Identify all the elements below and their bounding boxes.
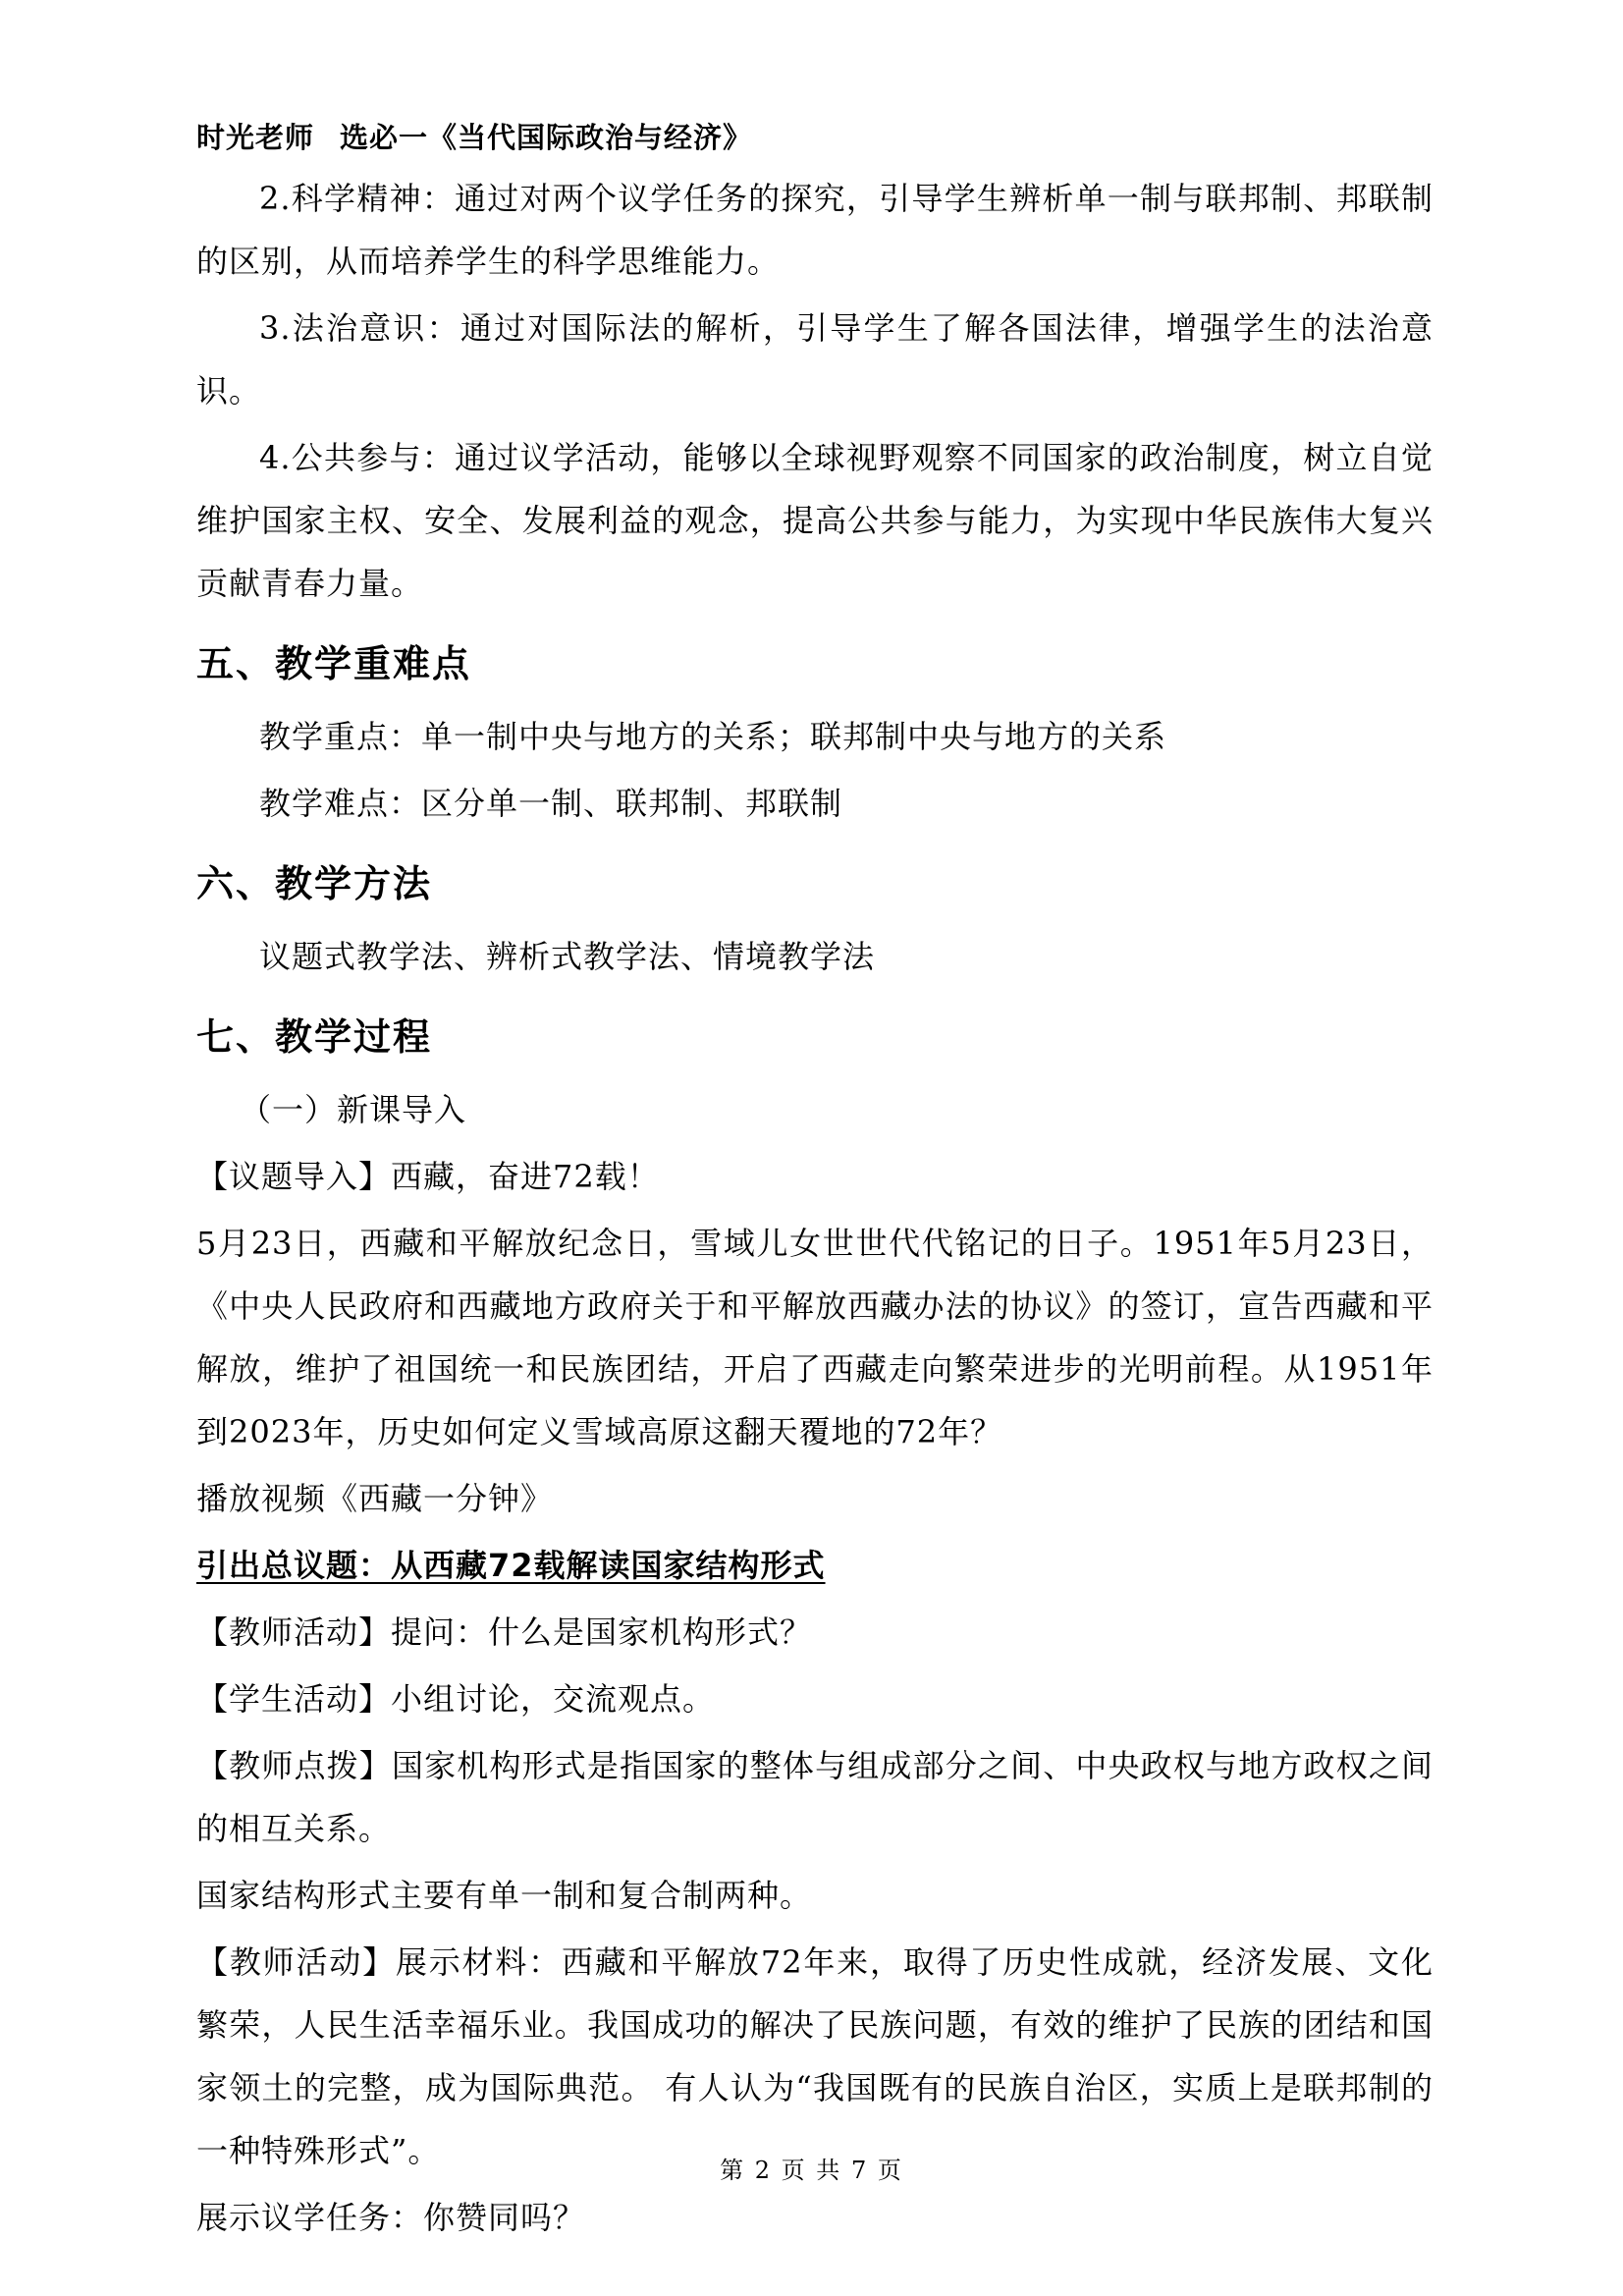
teacher-activity-1 bbox=[196, 1601, 1434, 1664]
teacher-activity-1-text: 提问：什么是国家机构形式？ bbox=[391, 1613, 813, 1651]
main-topic bbox=[196, 1534, 1434, 1597]
structure-forms: 国家结构形式主要有单一制和复合制两种。 bbox=[196, 1877, 813, 1914]
intro-paragraph: 5月23日，西藏和平解放纪念日，雪域儿女世世代代铭记的日子。1951年5月23日，《中央人民政府和西藏地方政府关于和平解放西藏办法的协议》的签订，宣告西藏和平解放，维护了祖国统一和民族团结，开启了西藏走向繁荣进步的光明前程。从1951年到2023年，历史如何定义雪域高原这翻天覆地的72年？ bbox=[196, 1225, 1434, 1450]
teacher-activity-2 bbox=[196, 1931, 1434, 2182]
discussion-task: 展示议学任务：你赞同吗？ bbox=[196, 2199, 586, 2236]
student-activity-1-tag: 【学生活动】 bbox=[196, 1680, 392, 1718]
teaching-methods: 议题式教学法、辨析式教学法、情境教学法 bbox=[259, 938, 876, 975]
topic-intro bbox=[196, 1145, 1434, 1208]
section-7-heading: 七、教学过程 bbox=[196, 1015, 433, 1059]
teacher-guidance bbox=[196, 1734, 1434, 1860]
section-5-heading: 五、教学重难点 bbox=[196, 642, 472, 685]
topic-intro-tag: 【议题导入】 bbox=[196, 1158, 392, 1195]
teacher-activity-2-text: 展示材料：西藏和平解放72年来，取得了历史性成就，经济发展、文化繁荣，人民生活幸福乐业。我国成功的解决了民族问题，有效的维护了民族的团结和国家领土的完整，成为国际典范。 有人认为“我国既有的民族自治区，实质上是联邦制的一种特殊形式”。 bbox=[196, 1943, 1434, 2169]
section-6-heading: 六、教学方法 bbox=[196, 862, 433, 905]
teacher-activity-1-tag: 【教师活动】 bbox=[196, 1613, 392, 1651]
student-activity-1 bbox=[196, 1667, 1434, 1730]
student-activity-1-text: 小组讨论，交流观点。 bbox=[391, 1680, 716, 1718]
teaching-difficulty: 教学难点：区分单一制、联邦制、邦联制 bbox=[259, 785, 843, 822]
topic-intro-text: 西藏，奋进72载！ bbox=[391, 1158, 660, 1195]
teaching-key-point: 教学重点：单一制中央与地方的关系；联邦制中央与地方的关系 bbox=[259, 718, 1167, 755]
goal-item-2: 2.科学精神：通过对两个议学任务的探究，引导学生辨析单一制与联邦制、邦联制的区别，从而培养学生的科学思维能力。 bbox=[196, 180, 1434, 280]
main-topic-text: 引出总议题：从西藏72载解读国家结构形式 bbox=[196, 1547, 826, 1584]
page-header bbox=[196, 116, 752, 156]
page-number-footer: 第 2 页 共 7 页 bbox=[720, 2157, 903, 2184]
teacher-activity-2-tag: 【教师活动】 bbox=[196, 1943, 396, 1981]
goal-item-3: 3.法治意识：通过对国际法的解析，引导学生了解各国法律，增强学生的法治意识。 bbox=[196, 309, 1434, 410]
video-line: 播放视频《西藏一分钟》 bbox=[196, 1480, 554, 1517]
teacher-guidance-text: 国家机构形式是指国家的整体与组成部分之间、中央政权与地方政权之间的相互关系。 bbox=[196, 1747, 1434, 1847]
header-author: 时光老师 bbox=[196, 121, 315, 154]
subsection-new-lesson: （一）新课导入 bbox=[240, 1091, 467, 1128]
document-body bbox=[196, 167, 1434, 2253]
teacher-guidance-tag: 【教师点拨】 bbox=[196, 1747, 392, 1784]
header-course: 选必一《当代国际政治与经济》 bbox=[340, 121, 753, 154]
goal-item-4: 4.公共参与：通过议学活动，能够以全球视野观察不同国家的政治制度，树立自觉维护国家主权、安全、发展利益的观念，提高公共参与能力，为实现中华民族伟大复兴贡献青春力量。 bbox=[196, 439, 1434, 602]
